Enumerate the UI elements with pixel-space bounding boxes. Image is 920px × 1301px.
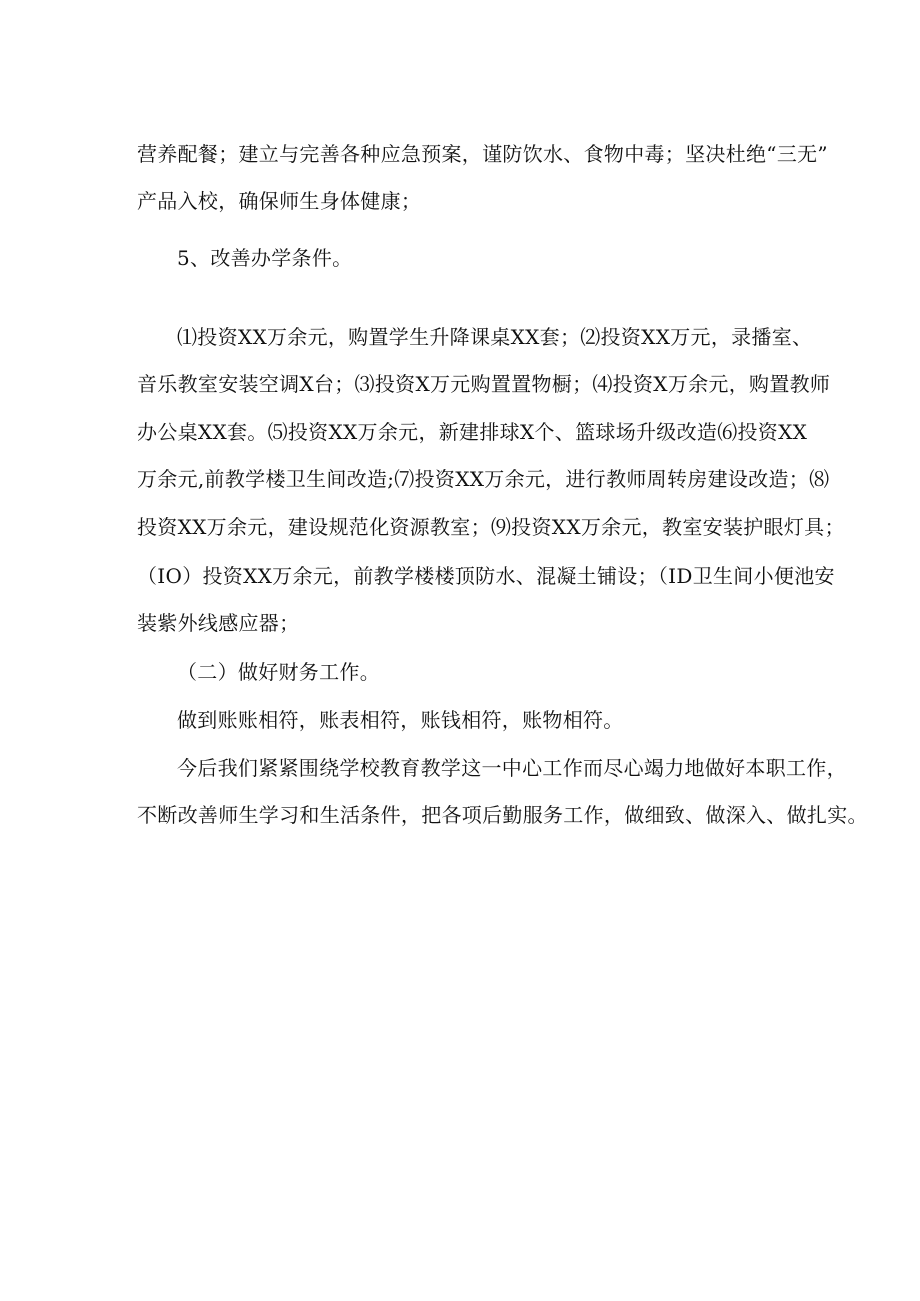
paragraph-line: 不断改善师生学习和生活条件，把各项后勤服务工作，做细致、做深入、做扎实。 bbox=[137, 803, 868, 827]
paragraph-line: 装紫外线感应器； bbox=[137, 611, 300, 635]
paragraph-line: ⑴投资XX万余元，购置学生升降课桌XX套；⑵投资XX万元，录播室、 bbox=[177, 325, 813, 349]
paragraph-line: 产品入校，确保师生身体健康； bbox=[137, 189, 422, 213]
section-heading: （二）做好财务工作。 bbox=[177, 660, 380, 684]
paragraph-line: 办公桌XX套。⑸投资XX万余元，新建排球X个、篮球场升级改造⑹投资XX bbox=[137, 420, 808, 444]
paragraph-line: 投资XX万余元，建设规范化资源教室；⑼投资XX万余元，教室安装护眼灯具； bbox=[137, 515, 845, 539]
paragraph-line: 音乐教室安装空调X台；⑶投资X万元购置置物橱；⑷投资X万余元，购置教师 bbox=[137, 372, 831, 396]
paragraph-line: （IO）投资XX万余元，前教学楼楼顶防水、混凝土铺设；（ID卫生间小便池安 bbox=[137, 564, 835, 588]
section-heading: 5、改善办学条件。 bbox=[177, 246, 353, 270]
paragraph-line: 做到账账相符，账表相符，账钱相符，账物相符。 bbox=[177, 708, 624, 732]
paragraph-line: 万余元,前教学楼卫生间改造;⑺投资XX万余元，进行教师周转房建设改造；⑻ bbox=[137, 467, 830, 491]
paragraph-line: 营养配餐；建立与完善各种应急预案，谨防饮水、食物中毒；坚决杜绝“三无” bbox=[137, 142, 828, 166]
paragraph-line: 今后我们紧紧围绕学校教育教学这一中心工作而尽心竭力地做好本职工作， bbox=[177, 756, 847, 780]
